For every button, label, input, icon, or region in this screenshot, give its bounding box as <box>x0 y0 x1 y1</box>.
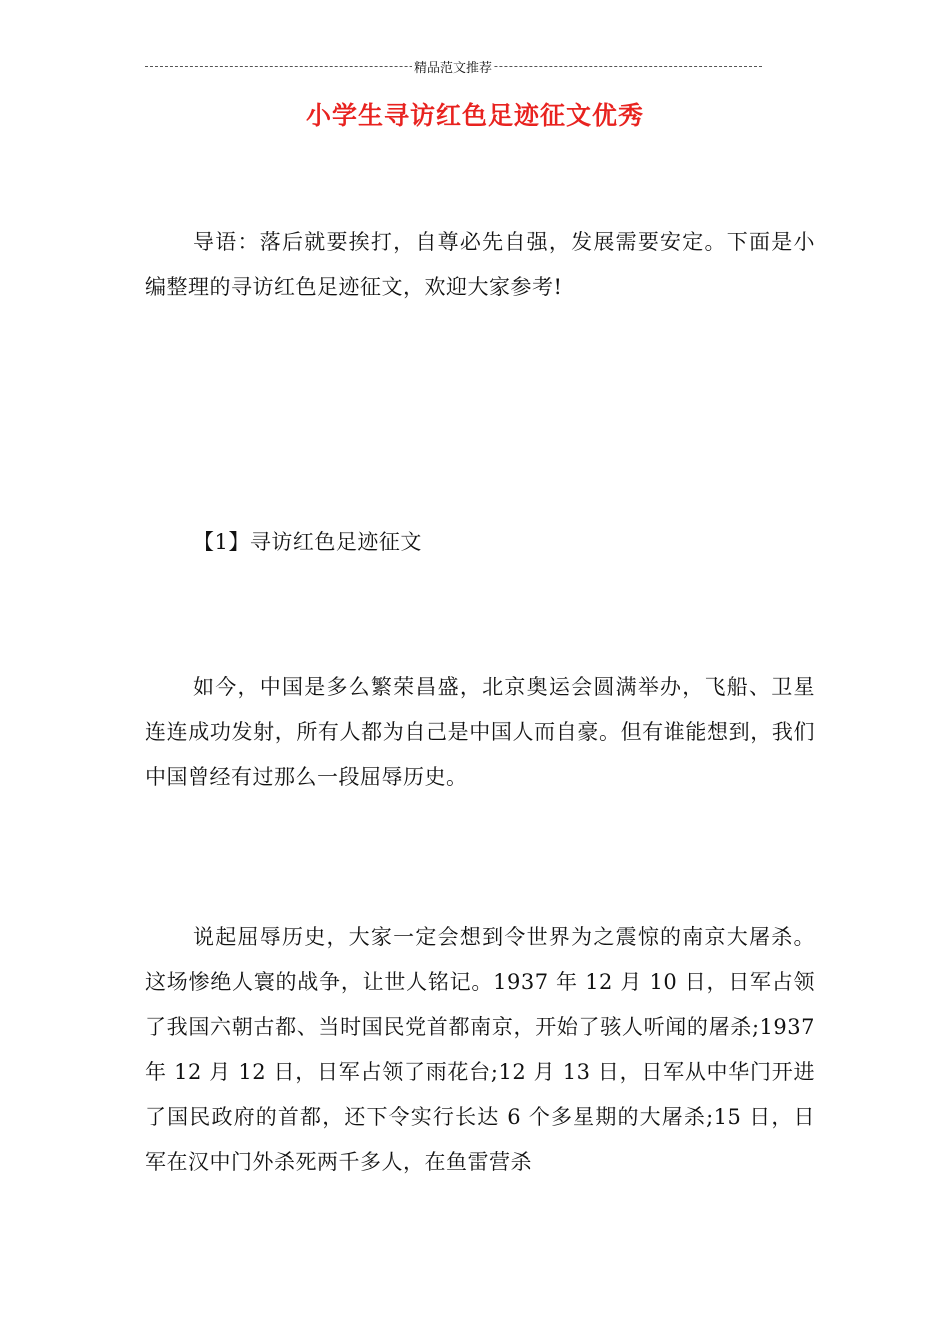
section-heading: 【1】寻访红色足迹征文 <box>193 530 422 554</box>
intro-paragraph: 导语：落后就要挨打，自尊必先自强，发展需要安定。下面是小编整理的寻访红色足迹征文，欢迎大家参考! <box>145 230 815 299</box>
body-paragraph-1: 如今，中国是多么繁荣昌盛，北京奥运会圆满举办，飞船、卫星连连成功发射，所有人都为自己是中国人而自豪。但有谁能想到，我们中国曾经有过那么一段屈辱历史。 <box>145 675 815 789</box>
body-paragraph-2: 说起屈辱历史，大家一定会想到令世界为之震惊的南京大屠杀。这场惨绝人寰的战争，让世人铭记。1937 年 12 月 10 日，日军占领了我国六朝古都、当时国民党首都南京，开始了骇人听闻的屠杀;1937 年 12 月 12 日，日军占领了雨花台;12 月 13 日，日军从中华门开进了国民政府的首都，还下令实行长达 6 个多星期的大屠杀;15 日，日军在汉中门外杀死两千多人，在鱼雷营杀 <box>145 925 815 1174</box>
header-label-text: 精品范文推荐 <box>413 61 492 76</box>
document-title: 小学生寻访红色足迹征文优秀 <box>305 101 644 130</box>
header-label <box>0 57 906 78</box>
